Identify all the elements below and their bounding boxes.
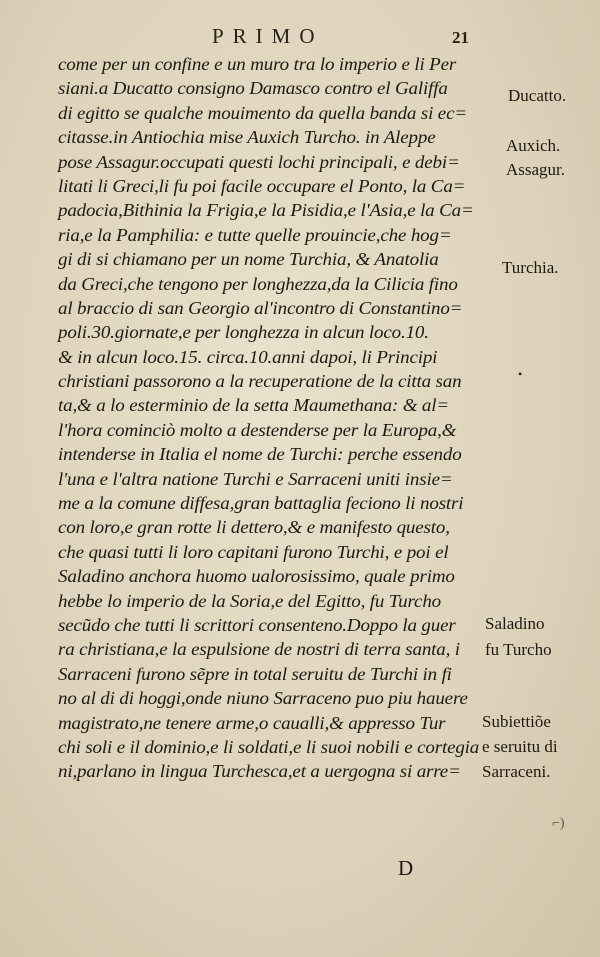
text-line: gi di si chiamano per un nome Turchia, & Anatolia xyxy=(58,249,439,270)
margin-note-assagur: Assagur. xyxy=(506,160,566,179)
text-line: ni,parlano in lingua Turchesca,et a uergogna si arre= xyxy=(58,761,461,782)
text-line: citasse.in Antiochia mise Auxich Turcho. in Aleppe xyxy=(58,127,436,148)
text-line: Saladino anchora huomo ualorosissimo, quale primo xyxy=(58,566,455,587)
margin-bracket-mark: ⌐) xyxy=(552,816,565,831)
text-line: Sarraceni furono sẽpre in total seruitu de Turchi in fi xyxy=(58,663,452,684)
text-line: secũdo che tutti li scrittori consenteno.Doppo la guer xyxy=(58,614,456,635)
text-line: l'hora cominciò molto a destenderse per la Europa,& xyxy=(58,419,457,440)
text-line: l'una e l'altra natione Turchi e Sarraceni uniti insie= xyxy=(58,468,453,489)
text-line: con loro,e gran rotte li dettero,& e manifesto questo, xyxy=(58,517,450,538)
page-header xyxy=(0,24,600,54)
text-line: che quasi tutti li loro capitani furono Turchi, e poi el xyxy=(58,541,449,562)
text-line: ta,& a lo esterminio de la setta Maumethana: & al= xyxy=(58,395,450,416)
margin-note-saladino: Saladino xyxy=(485,614,545,633)
text-line: pose Assagur.occupati questi lochi principali, e debi= xyxy=(58,151,460,172)
text-line: ra christiana,e la espulsione de nostri di terra santa, i xyxy=(58,639,460,660)
text-line: poli.30.giornate,e per longhezza in alcun loco.10. xyxy=(58,322,429,343)
text-line: magistrato,ne tenere arme,o caualli,& appresso Tur xyxy=(58,712,446,733)
text-line: christiani passorono a la recuperatione de la citta san xyxy=(58,371,462,392)
text-line: padocia,Bithinia la Frigia,e la Pisidia,e l'Asia,e la Ca= xyxy=(58,200,474,221)
text-line: no al di di hoggi,onde niuno Sarraceno puo piu hauere xyxy=(58,688,468,709)
margin-note-subiettione-line1: Subiettiõe xyxy=(482,712,551,731)
page-number: 21 xyxy=(452,28,469,47)
text-line: & in alcun loco.15. circa.10.anni dapoi, li Principi xyxy=(58,346,438,367)
margin-note-turchia: Turchia. xyxy=(502,258,559,277)
signature-mark: D xyxy=(398,856,414,880)
margin-note-ducatto: Ducatto. xyxy=(508,86,567,105)
running-head: PRIMO xyxy=(212,24,324,48)
margin-note-fu-turcho: fu Turcho xyxy=(485,640,552,659)
text-line: intenderse in Italia el nome de Turchi: perche essendo xyxy=(58,444,462,465)
text-line: hebbe lo imperio de la Soria,e del Egitto, fu Turcho xyxy=(58,590,441,611)
text-line: da Greci,che tengono per longhezza,da la Cilicia fino xyxy=(58,273,458,294)
text-line: come per un confine e un muro tra lo imperio e li Per xyxy=(58,54,457,74)
margin-note-subiettione-line3: Sarraceni. xyxy=(482,762,551,781)
text-line: siani.a Ducatto consigno Damasco contro el Galiffa xyxy=(58,78,448,99)
main-text-block xyxy=(58,52,510,784)
text-line: di egitto se qualche mouimento da quella banda si ec= xyxy=(58,102,467,123)
margin-note-auxich: Auxich. xyxy=(506,136,561,155)
margin-bullet-mark: • xyxy=(518,367,523,381)
text-line: me a la comune diffesa,gran battaglia feciono li nostri xyxy=(58,493,464,514)
text-line: chi soli e il dominio,e li soldati,e li suoi nobili e cortegia xyxy=(58,736,480,757)
text-line: ria,e la Pamphilia: e tutte quelle prouincie,che hog= xyxy=(58,224,452,245)
margin-note-subiettione-line2: e seruitu di xyxy=(482,737,558,756)
text-line: litati li Greci,li fu poi facile occupare el Ponto, la Ca= xyxy=(58,175,466,196)
text-line: al braccio di san Georgio al'incontro di Constantino= xyxy=(58,297,463,318)
